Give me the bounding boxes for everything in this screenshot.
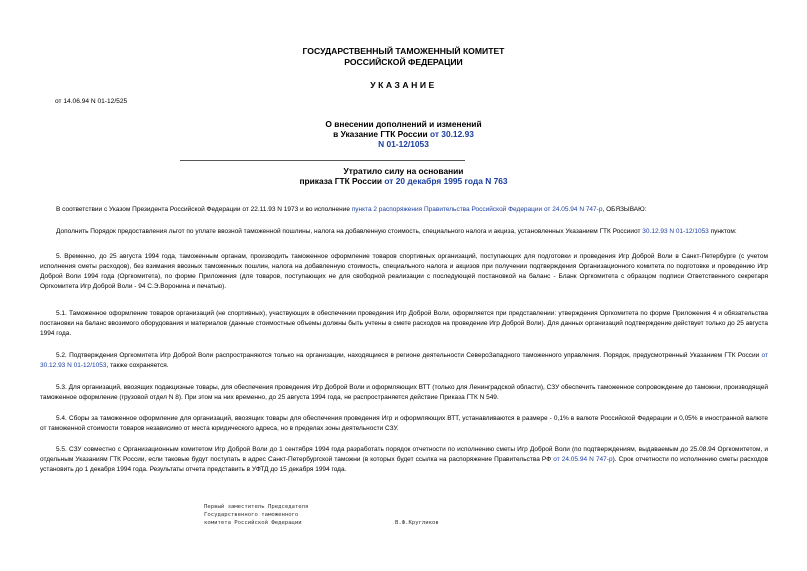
instruction-1053-link-2[interactable]: от 30.12.93 N 01-12/1053 <box>40 352 768 369</box>
revoked-line2 <box>0 176 807 186</box>
paragraph-item-5: 5. Временно, до 25 августа 1994 года, таможенным органам, производить таможенное оформление товаров спортивных организаций, поступающих для подготовки и проведения Игр Доброй Воли в Санкт-Петербурге (с учетом исполнения сметы расходов), без взимания ввозных таможенных пошлин, налога на добавленную стоимость, специального налога и акцизов при получении подтверждения Организационного комитета по подготовке и проведению Игр Доброй Воли 1994 года (Оргкомитета), по форме Приложения (для товаров, поступающих не для свободной реализации с последующей постановкой на баланс - Бланк Оргкомитета с образцом подписи Ответственного секретаря Оргкомитета Игр Доброй Воли - 94 С.Э.Воронина и печатью). <box>40 253 768 290</box>
paragraph-text: В соответствии с Указом Президента Российской Федерации от 22.11.93 N 1973 и во исполнение <box>56 206 352 213</box>
document-type: УКАЗАНИЕ <box>370 80 437 90</box>
government-decree-link-2[interactable]: от 24.05.94 N 747-р <box>553 456 613 463</box>
paragraph-text: 5.5. СЗУ совместно с Организационным комитетом Игр Доброй Воли до 1 сентября 1994 года разработать порядок отчетности по исполнению сметы Игр Доброй Воли (по подтверждениям, выдаваемым до 25.08.94 Оргкомитетом, и отдельным Указаниям ГТК России, если таковые будут поступать в адрес Санкт-Петербургской таможни (в которых будет ссылка на распоряжение Правительства РФ <box>40 446 768 463</box>
paragraph-text: Дополнить Порядок предоставления льгот по уплате ввозной таможенной пошлины, налога на добавленную стоимость, специального налога и акциза, установленных Указанием ГТК Россииот <box>56 228 643 235</box>
revoking-order-link[interactable]: от 20 декабря 1995 года N 763 <box>384 176 508 186</box>
paragraph-text: пунктом: <box>708 228 737 235</box>
subject-line1: О внесении дополнений и изменений <box>325 119 482 129</box>
subject-line2 <box>0 129 807 139</box>
paragraph-item-5-2 <box>40 351 768 371</box>
revoked-line1: Утратило силу на основании <box>343 166 464 176</box>
instruction-1053-link[interactable]: 30.12.93 N 01-12/1053 <box>642 228 709 235</box>
government-decree-link[interactable]: пункта 2 распоряжения Правительства Российской Федерации от 24.05.94 N 747-р <box>351 206 603 213</box>
agency-title-line2: РОССИЙСКОЙ ФЕДЕРАЦИИ <box>344 57 463 67</box>
signatory-name: В.Ф.Кругликов <box>395 520 439 526</box>
paragraph-item-5-4: 5.4. Сборы за таможенное оформление для организаций, ввозящих товары для обеспечения проведения Игр и оформляющих ВТТ, устанавливаются в размере - 0,1% в валюте Российской Федерации и 0,05% в иностранной валюте от таможенной стоимости товаров независимо от места юридического адреса, но в пределах зоны деятельности СЗУ. <box>40 415 768 432</box>
signatory-title-line3: комитета Российской Федерации <box>204 520 302 526</box>
paragraph-preamble <box>40 205 768 215</box>
paragraph-text: 5.2. Подтверждения Оргкомитета Игр Доброй Воли распространяются только на организации, находящиеся в регионе деятельности СевероЗападного таможенного управления. Порядок, предусмотренный Указанием ГТК России <box>56 352 762 359</box>
paragraph-text: , также сохраняется. <box>106 362 169 369</box>
signatory-title-line1: Первый заместитель Председателя <box>204 504 309 510</box>
paragraph-text: , ОБЯЗЫВАЮ: <box>602 206 647 213</box>
paragraph-item-5-3: 5.3. Для организаций, ввозящих подакцизные товары, для обеспечения проведения Игр Доброй Воли и оформляющих ВТТ (только для Ленинградской области), СЗУ обеспечить таможенное сопровождение до таможни, производящей таможенное оформление (грузовой отдел N 8). При этом на них временно, до 25 августа 1994 года, не распространяется действие Приказа ГТК N 549. <box>40 384 768 401</box>
subject-number-link[interactable]: N 01-12/1053 <box>378 139 429 149</box>
subject-line2-text: в Указание ГТК России <box>333 129 430 139</box>
document-date-number: от 14.06.94 N 01-12/525 <box>55 98 128 105</box>
subject-line3 <box>0 139 807 149</box>
agency-title-line1: ГОСУДАРСТВЕННЫЙ ТАМОЖЕННЫЙ КОМИТЕТ <box>302 46 505 56</box>
revoked-line2-text: приказа ГТК России <box>299 176 385 186</box>
paragraph-item-5-1: 5.1. Таможенное оформление товаров организаций (не спортивных), участвующих в обеспечении проведения Игр Доброй Воли, оформляется при представлении: утверждения Оргкомитета по форме Приложения 4 и обязательства постановки на баланс ввозимого оборудования и материалов (данные стоимостные объемы должны быть учтены в смете расходов на проведение Игр Доброй Воли). Для данных организаций подтверждение действует только до 25 августа 1994 года. <box>40 310 768 337</box>
signatory-title-line2: Государственного таможенного <box>204 512 299 518</box>
separator-line <box>180 160 465 161</box>
paragraph-item-5-5 <box>40 445 768 475</box>
subject-date-link[interactable]: от 30.12.93 <box>429 129 474 139</box>
paragraph-text: ). Срок отчетности по исполнению сметы расходов установить до 1 декабря 1994 года. Результаты отчета представить в УФТД до 15 декабря 1994 года. <box>40 456 768 473</box>
paragraph-amendment <box>40 227 768 237</box>
